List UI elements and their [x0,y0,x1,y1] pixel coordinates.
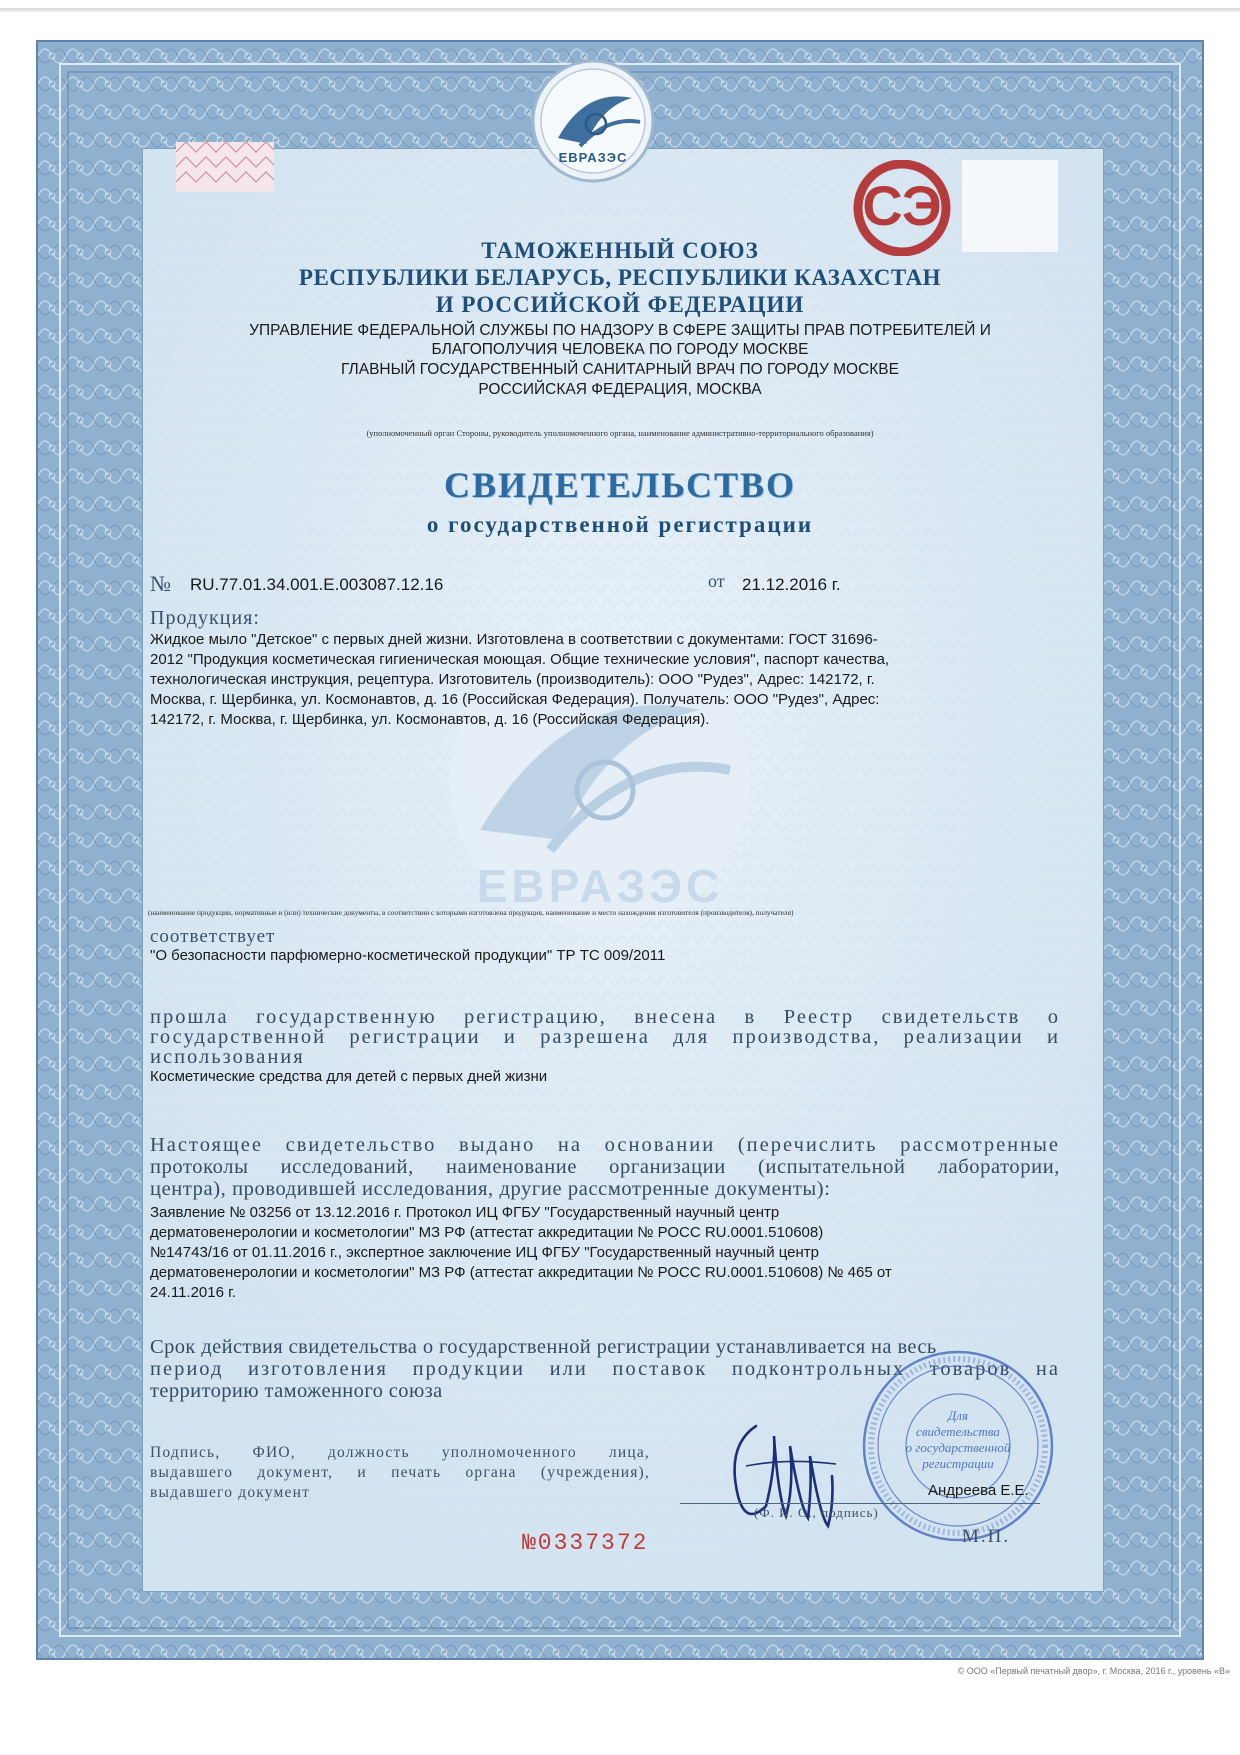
product-caption: (наименование продукции, нормативные и (или) технические документы, в соответствии с которыми изготовлена продукция, наименование и место нахождения изготовителя (производителя), получателя) [148,908,794,917]
document-subtitle: о государственной регистрации [426,512,814,537]
registration-date: 21.12.2016 г. [742,575,841,594]
basis-line-1: Настоящее свидетельство выдано на основании (перечислить рассмотренные [150,1134,1060,1156]
agency-caption: (уполномоченный орган Стороны, руководитель уполномоченного органа, наименование административно-территориального образования) [366,428,874,438]
usage-area: Косметические средства для детей с первых дней жизни [150,1068,548,1085]
basis-doc-2: дерматовенерологии и косметологии" МЗ РФ (аттестат аккредитации № РОСС RU.0001.510608) [150,1224,824,1241]
product-line-3: технологическая инструкция, рецептура. Изготовитель (производитель): ООО "Рудез", Адрес: 142172, г. [150,671,875,688]
eaes-emblem [528,58,658,184]
product-line-1: Жидкое мыло "Детское" с первых дней жизни. Изготовлена в соответствии с документами: ГОСТ 31696- [150,631,878,648]
signature-label-1: Подпись, ФИО, должность уполномоченного лица, [150,1444,650,1461]
union-line-3: И РОССИЙСКОЙ ФЕДЕРАЦИИ [435,292,805,317]
date-label: от [708,571,725,591]
basis-line-2: протоколы исследований, наименование организации (испытательной лаборатории, [150,1156,1060,1178]
product-line-2: 2012 "Продукция косметическая гигиеническая моющая. Общие технические условия", паспорт качества, [150,651,890,668]
serial-number: №0337372 [522,1530,649,1556]
eaes-emblem-label: ЕВРАЗЭС [558,150,628,165]
stamp-text-2: свидетельства [916,1424,1000,1439]
agency-line-4: РОССИЙСКАЯ ФЕДЕРАЦИЯ, МОСКВА [478,381,762,398]
hologram-patch [176,142,274,192]
validity-line-2: период изготовления продукции или поставок подконтрольных товаров на [150,1358,1060,1380]
stamp-text-3: о государственной [905,1440,1011,1455]
signature-label-3: выдавшего документ [150,1484,311,1501]
signature-line [680,1503,1040,1504]
registry-line-3: использования [150,1046,305,1068]
basis-doc-3: №14743/16 от 01.11.2016 г., экспертное заключение ИЦ ФГБУ "Государственный научный центр [150,1244,820,1261]
registry-line-1: прошла государственную регистрацию, внесена в Реестр свидетельств о [150,1006,1060,1028]
validity-line-1: Срок действия свидетельства о государственной регистрации устанавливается на весь [150,1336,937,1358]
agency-line-2: БЛАГОПОЛУЧИЯ ЧЕЛОВЕКА ПО ГОРОДУ МОСКВЕ [431,341,809,358]
signature-label-2: выдавшего документ, и печать органа (учреждения), [150,1464,650,1481]
stamp-text-4: регистрации [922,1456,994,1471]
ce-mark-text: СЭ [862,174,942,237]
product-line-4: Москва, г. Щербинка, ул. Космонавтов, д. 16 (Российская Федерация). Получатель: ООО "Рудез", Адрес: [150,691,880,708]
stamp-text-1: Для [948,1408,968,1423]
number-label: № [150,571,171,596]
conformity-value: "О безопасности парфюмерно-косметической продукции" ТР ТС 009/2011 [150,947,666,964]
agency-line-1: УПРАВЛЕНИЕ ФЕДЕРАЛЬНОЙ СЛУЖБЫ ПО НАДЗОРУ В СФЕРЕ ЗАЩИТЫ ПРАВ ПОТРЕБИТЕЛЕЙ И [249,322,991,339]
official-stamp [858,1346,1058,1546]
watermark-text: ЕВРАЗЭС [476,860,724,912]
printer-footer: © ООО «Первый печатный двор», г. Москва, 2016 г., уровень «В» [957,1666,1230,1676]
basis-doc-1: Заявление № 03256 от 13.12.2016 г. Протокол ИЦ ФГБУ "Государственный научный центр [150,1204,780,1221]
document-title: СВИДЕТЕЛЬСТВО [443,465,797,505]
product-line-5: 142172, г. Москва, г. Щербинка, ул. Космонавтов, д. 16 (Российская Федерация). [150,711,710,728]
registry-line-2: государственной регистрации и разрешена для производства, реализации и [150,1026,1060,1048]
registration-number: RU.77.01.34.001.E.003087.12.16 [190,575,444,594]
product-label: Продукция: [150,607,260,629]
union-line-2: РЕСПУБЛИКИ БЕЛАРУСЬ, РЕСПУБЛИКИ КАЗАХСТАН [298,265,942,290]
basis-line-3: центра), проводившей исследования, другие рассмотренные документы): [150,1178,831,1200]
agency-line-3: ГЛАВНЫЙ ГОСУДАРСТВЕННЫЙ САНИТАРНЫЙ ВРАЧ ПО ГОРОДУ МОСКВЕ [341,361,899,378]
page-top-edge [0,8,1240,12]
union-line-1: ТАМОЖЕННЫЙ СОЮЗ [481,238,759,263]
basis-doc-5: 24.11.2016 г. [150,1284,236,1301]
signatory-name: Андреева Е.Е. [928,1482,1029,1499]
stamp-place-label: М.П. [962,1526,1011,1547]
conformity-label: соответствует [150,926,276,947]
validity-line-3: территорию таможенного союза [150,1380,443,1402]
basis-doc-4: дерматовенерологии и косметологии" МЗ РФ (аттестат аккредитации № РОСС RU.0001.510608) № 465 от [150,1264,892,1281]
signature-caption: (Ф. И. О., подпись) [754,1505,879,1520]
